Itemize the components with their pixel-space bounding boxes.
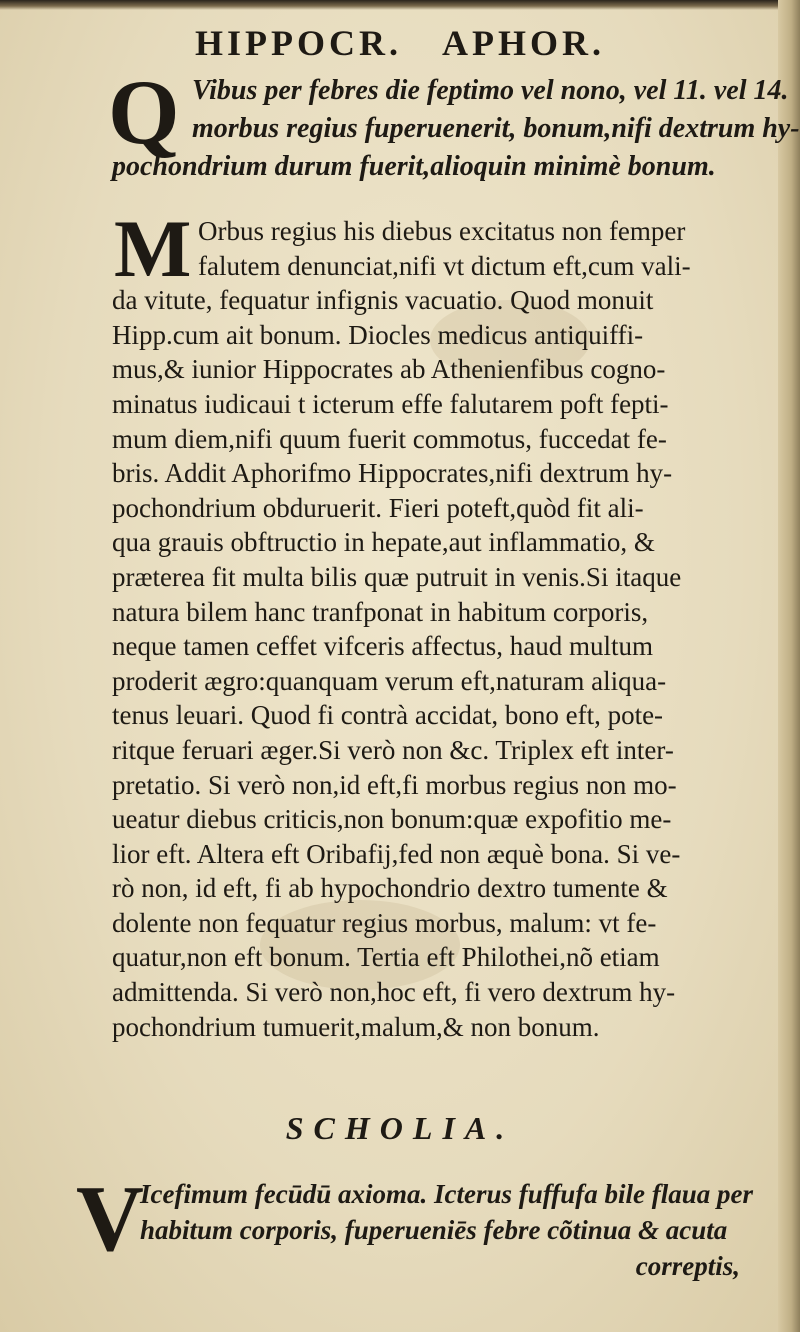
- scholia-text: [140, 1176, 780, 1284]
- commentary-initial: M: [114, 203, 192, 294]
- commentary-line: admittenda. Si verò non,hoc eft, fi vero dextrum hy-: [112, 977, 676, 1008]
- running-header: [0, 22, 800, 64]
- commentary-line: præterea fit multa bilis quæ putruit in venis.Si itaque: [112, 561, 682, 592]
- aphorism-line: Vibus per febres die feptimo vel nono, vel 11. vel 14.: [192, 75, 789, 106]
- commentary-line: falutem denunciat,nifi vt dictum eft,cum vali-: [198, 250, 691, 281]
- commentary-line: lior eft. Altera eft Oribafij,fed non æquè bona. Si ve-: [112, 838, 681, 869]
- commentary-line: minatus iudicaui t icterum effe falutarem poft fepti-: [112, 388, 669, 419]
- commentary-text: [112, 214, 772, 1044]
- scholia-line: Icefimum fecūdū axioma. Icterus fuffufa bile flaua per: [140, 1179, 753, 1209]
- commentary-line: ueatur diebus criticis,non bonum:quæ expofitio me-: [112, 804, 672, 835]
- scholia-line: habitum corporis, fuperueniēs febre cõtinua & acuta: [140, 1215, 728, 1245]
- commentary-line: Hipp.cum ait bonum. Diocles medicus antiquiffi-: [112, 319, 644, 350]
- page-top-edge: [0, 0, 800, 10]
- commentary-line: ritque feruari æger.Si verò non &c. Triplex eft inter-: [112, 734, 674, 765]
- commentary-line: mus,& iunior Hippocrates ab Athenienfibus cogno-: [112, 354, 666, 385]
- commentary-line: quatur,non eft bonum. Tertia eft Philothei,nõ etiam: [112, 942, 660, 973]
- commentary-line: pochondrium obduruerit. Fieri poteft,quòd fit ali-: [112, 492, 644, 523]
- commentary-line: pretatio. Si verò non,id eft,fi morbus regius non mo-: [112, 769, 677, 800]
- commentary-line: dolente non fequatur regius morbus, malum: vt fe-: [112, 907, 657, 938]
- scholia-heading: SCHOLIA.: [285, 1110, 515, 1146]
- aphorism-line: morbus regius fuperuenerit, bonum,nifi dextrum hy-: [192, 113, 800, 144]
- scholia-initial: V: [76, 1167, 144, 1271]
- commentary-line: rò non, id eft, fi ab hypochondrio dextro tumente &: [112, 873, 668, 904]
- commentary-line: pochondrium tumuerit,malum,& non bonum.: [112, 1011, 600, 1042]
- commentary-line: bris. Addit Aphorifmo Hippocrates,nifi dextrum hy-: [112, 458, 673, 489]
- commentary-line: neque tamen ceffet vifceris affectus, haud multum: [112, 631, 654, 662]
- commentary-line: qua grauis obftructio in hepate,aut inflammatio, &: [112, 527, 655, 558]
- commentary-line: natura bilem hanc tranfponat in habitum corporis,: [112, 596, 649, 627]
- header-left: HIPPOCR.: [195, 23, 402, 63]
- commentary-line: da vitute, fequatur infignis vacuatio. Quod monuit: [112, 285, 654, 316]
- header-right: APHOR.: [442, 23, 605, 63]
- aphorism-line: pochondrium durum fuerit,alioquin minimè bonum.: [112, 151, 716, 182]
- commentary-line: proderit ægro:quanquam verum eft,naturam aliqua-: [112, 665, 667, 696]
- commentary-line: tenus leuari. Quod fi contrà accidat, bono eft, pote-: [112, 700, 664, 731]
- commentary-line: mum diem,nifi quum fuerit commotus, fuccedat fe-: [112, 423, 667, 454]
- commentary-line: Orbus regius his diebus excitatus non femper: [198, 216, 686, 246]
- aphorism-initial: Q: [108, 61, 180, 163]
- scholia-catchword: correptis,: [635, 1251, 740, 1281]
- aphorism-text: [112, 72, 800, 186]
